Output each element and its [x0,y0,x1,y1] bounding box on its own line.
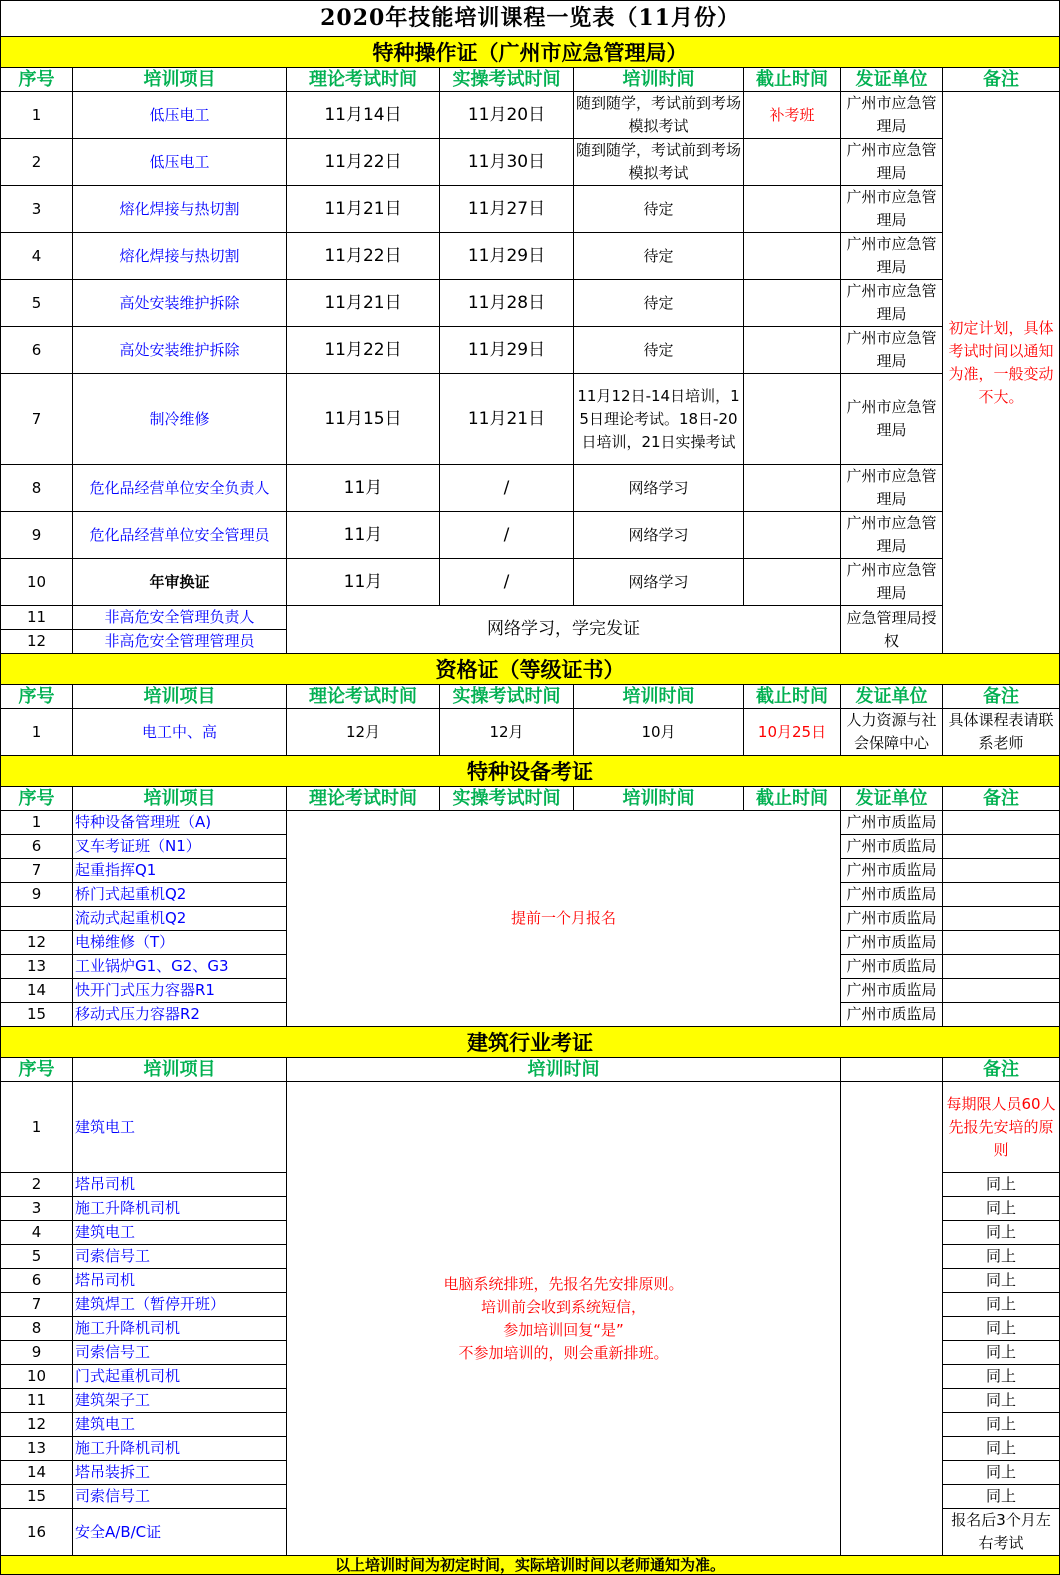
note-cell [943,907,1060,931]
note-cell: 同上 [943,1341,1060,1365]
practice-cell: 11月29日 [440,327,574,374]
item-cell: 低压电工 [73,92,287,139]
issuer-cell: 广州市应急管理局 [841,512,943,559]
theory-cell: 11月22日 [287,327,440,374]
issuer-cell: 广州市应急管理局 [841,139,943,186]
item-cell: 工业锅炉G1、G2、G3 [73,955,287,979]
theory-cell: 11月15日 [287,374,440,465]
note-cell: 同上 [943,1245,1060,1269]
item-cell: 低压电工 [73,139,287,186]
column-header-seq: 序号 [1,1058,73,1082]
item-cell: 非高危安全管理管理员 [73,630,287,654]
train-cell: 网络学习 [574,465,744,512]
register-note: 提前一个月报名 [287,811,841,1027]
note-cell: 同上 [943,1461,1060,1485]
note-cell [943,859,1060,883]
table-row [1,654,1060,685]
practice-cell: 11月27日 [440,186,574,233]
note-cell: 同上 [943,1269,1060,1293]
issuer-cell: 广州市质监局 [841,859,943,883]
note-cell: 同上 [943,1197,1060,1221]
seq-cell: 8 [1,465,73,512]
item-cell: 制冷维修 [73,374,287,465]
column-header-practice: 实操考试时间 [440,787,574,811]
column-header-deadline: 截止时间 [744,685,841,709]
column-header-seq: 序号 [1,68,73,92]
scheduling-note-line: 参加培训回复“是” [503,1320,624,1339]
item-cell: 特种设备管理班（A) [73,811,287,835]
issuer-cell: 广州市应急管理局 [841,233,943,280]
table-row [1,1027,1060,1058]
practice-cell: 11月30日 [440,139,574,186]
item-cell: 快开门式压力容器R1 [73,979,287,1003]
note-cell: 同上 [943,1221,1060,1245]
column-header-theory: 理论考试时间 [287,68,440,92]
scheduling-note-line: 不参加培训的，则会重新排班。 [458,1343,669,1362]
table-row [1,756,1060,787]
issuer-cell: 广州市质监局 [841,835,943,859]
column-header-deadline: 截止时间 [744,787,841,811]
seq-cell: 6 [1,327,73,374]
column-header-train: 培训时间 [574,685,744,709]
seq-cell: 4 [1,233,73,280]
issuer-cell: 广州市应急管理局 [841,92,943,139]
issuer-cell: 广州市应急管理局 [841,465,943,512]
issuer-cell: 应急管理局授权 [841,606,943,654]
train-cell: 网络学习 [574,512,744,559]
issuer-cell: 广州市质监局 [841,811,943,835]
issuer-cell: 广州市应急管理局 [841,280,943,327]
seq-cell: 1 [1,92,73,139]
note-cell [943,931,1060,955]
note-line: 每期限人员60人 [946,1094,1056,1113]
seq-cell: 9 [1,883,73,907]
seq-cell: 5 [1,280,73,327]
theory-cell: 11月21日 [287,280,440,327]
seq-cell: 14 [1,1461,73,1485]
practice-cell: 11月20日 [440,92,574,139]
table-row [1,327,1060,374]
item-cell: 门式起重机司机 [73,1365,287,1389]
item-cell: 叉车考证班（N1） [73,835,287,859]
page-title: 2020年技能培训课程一览表（11月份） [1,1,1060,37]
practice-cell: 11月21日 [440,374,574,465]
column-header-issuer: 发证单位 [841,685,943,709]
issuer-cell [841,1082,943,1556]
train-cell: 网络学习 [574,559,744,606]
seq-cell: 2 [1,1173,73,1197]
train-cell: 随到随学，考试前到考场模拟考试 [574,92,744,139]
column-header-train: 培训时间 [287,1058,841,1082]
note-cell [943,835,1060,859]
theory-cell: 11月 [287,512,440,559]
note-cell [943,955,1060,979]
table-row [1,606,1060,630]
seq-cell: 7 [1,374,73,465]
theory-cell: 11月22日 [287,139,440,186]
train-cell: 待定 [574,327,744,374]
train-cell: 10月 [574,709,744,756]
issuer-cell: 广州市应急管理局 [841,374,943,465]
seq-cell: 7 [1,1293,73,1317]
column-header-train: 培训时间 [574,787,744,811]
item-cell: 司索信号工 [73,1485,287,1509]
practice-cell: / [440,465,574,512]
section-title-special-equipment: 特种设备考证 [1,756,1060,787]
seq-cell: 15 [1,1003,73,1027]
item-cell: 高处安装维护拆除 [73,280,287,327]
item-cell: 施工升降机司机 [73,1317,287,1341]
item-cell: 塔吊司机 [73,1173,287,1197]
issuer-cell: 广州市应急管理局 [841,186,943,233]
table-row [1,465,1060,512]
item-cell: 司索信号工 [73,1341,287,1365]
note-cell [943,1082,1060,1173]
item-cell: 建筑电工 [73,1082,287,1173]
seq-cell: 5 [1,1245,73,1269]
deadline-cell [744,512,841,559]
scheduling-note [287,1082,841,1556]
column-header-note: 备注 [943,68,1060,92]
deadline-cell [744,374,841,465]
issuer-cell: 广州市质监局 [841,883,943,907]
table-row [1,374,1060,465]
note-cell: 同上 [943,1173,1060,1197]
online-study-cell: 网络学习，学完发证 [287,606,841,654]
practice-cell: / [440,559,574,606]
seq-cell: 12 [1,931,73,955]
column-header-issuer: 发证单位 [841,787,943,811]
train-cell: 11月12日-14日培训，15日理论考试。18日-20日培训，21日实操考试 [574,374,744,465]
section-title-special-operation: 特种操作证（广州市应急管理局） [1,37,1060,68]
column-header-seq: 序号 [1,685,73,709]
column-header-seq: 序号 [1,787,73,811]
column-header-deadline: 截止时间 [744,68,841,92]
footer-note: 以上培训时间为初定时间，实际培训时间以老师通知为准。 [1,1556,1060,1575]
header-row [1,787,1060,811]
column-header-theory: 理论考试时间 [287,685,440,709]
seq-cell: 4 [1,1221,73,1245]
item-cell: 司索信号工 [73,1245,287,1269]
table-row [1,280,1060,327]
note-cell: 同上 [943,1413,1060,1437]
seq-cell: 11 [1,1389,73,1413]
column-header-practice: 实操考试时间 [440,68,574,92]
issuer-cell: 人力资源与社会保障中心 [841,709,943,756]
column-header-item: 培训项目 [73,1058,287,1082]
item-cell: 塔吊司机 [73,1269,287,1293]
item-cell: 建筑焊工（暂停开班） [73,1293,287,1317]
header-row [1,68,1060,92]
note-cell [943,811,1060,835]
item-cell: 电工中、高 [73,709,287,756]
table-row [1,37,1060,68]
train-cell: 随到随学，考试前到考场模拟考试 [574,139,744,186]
deadline-cell [744,465,841,512]
note-cell: 具体课程表请联系老师 [943,709,1060,756]
column-header-issuer: 发证单位 [841,68,943,92]
theory-cell: 11月14日 [287,92,440,139]
seq-cell: 1 [1,709,73,756]
table-row [1,233,1060,280]
note-cell [943,1003,1060,1027]
theory-cell: 11月22日 [287,233,440,280]
deadline-cell: 10月25日 [744,709,841,756]
item-cell: 危化品经营单位安全管理员 [73,512,287,559]
theory-cell: 12月 [287,709,440,756]
header-row [1,1058,1060,1082]
table-row [1,139,1060,186]
seq-cell: 9 [1,1341,73,1365]
item-cell: 安全A/B/C证 [73,1509,287,1556]
table-row [1,1556,1060,1575]
practice-cell: 11月28日 [440,280,574,327]
seq-cell: 1 [1,811,73,835]
seq-cell: 6 [1,835,73,859]
seq-cell: 3 [1,186,73,233]
seq-cell: 15 [1,1485,73,1509]
seq-cell: 1 [1,1082,73,1173]
seq-cell [1,907,73,931]
item-cell: 熔化焊接与热切割 [73,233,287,280]
item-cell: 建筑电工 [73,1221,287,1245]
note-cell [943,979,1060,1003]
seq-cell: 12 [1,630,73,654]
section-title-qualification: 资格证（等级证书） [1,654,1060,685]
column-header-issuer [841,1058,943,1082]
practice-cell: 12月 [440,709,574,756]
item-cell: 熔化焊接与热切割 [73,186,287,233]
issuer-cell: 广州市应急管理局 [841,327,943,374]
table-row [1,512,1060,559]
column-header-item: 培训项目 [73,68,287,92]
item-cell: 高处安装维护拆除 [73,327,287,374]
seq-cell: 13 [1,1437,73,1461]
item-cell: 非高危安全管理负责人 [73,606,287,630]
note-cell: 同上 [943,1389,1060,1413]
section-note: 初定计划，具体考试时间以通知为准，一般变动不大。 [943,92,1060,654]
table-row [1,1082,1060,1173]
deadline-cell [744,186,841,233]
column-header-note: 备注 [943,685,1060,709]
table-row [1,559,1060,606]
seq-cell: 2 [1,139,73,186]
deadline-cell [744,280,841,327]
deadline-cell [744,139,841,186]
issuer-cell: 广州市质监局 [841,1003,943,1027]
item-cell: 起重指挥Q1 [73,859,287,883]
item-cell: 建筑架子工 [73,1389,287,1413]
note-cell [943,883,1060,907]
item-cell: 桥门式起重机Q2 [73,883,287,907]
column-header-item: 培训项目 [73,787,287,811]
issuer-cell: 广州市应急管理局 [841,559,943,606]
seq-cell: 11 [1,606,73,630]
item-cell: 施工升降机司机 [73,1197,287,1221]
column-header-practice: 实操考试时间 [440,685,574,709]
train-cell: 待定 [574,280,744,327]
section-title-construction: 建筑行业考证 [1,1027,1060,1058]
scheduling-note-line: 培训前会收到系统短信， [480,1297,646,1316]
theory-cell: 11月 [287,559,440,606]
deadline-cell [744,559,841,606]
table-row [1,92,1060,139]
item-cell: 塔吊装拆工 [73,1461,287,1485]
issuer-cell: 广州市质监局 [841,931,943,955]
seq-cell: 8 [1,1317,73,1341]
item-cell: 施工升降机司机 [73,1437,287,1461]
item-cell: 建筑电工 [73,1413,287,1437]
seq-cell: 9 [1,512,73,559]
item-cell: 移动式压力容器R2 [73,1003,287,1027]
table-row [1,709,1060,756]
practice-cell: / [440,512,574,559]
column-header-train: 培训时间 [574,68,744,92]
train-cell: 待定 [574,233,744,280]
seq-cell: 7 [1,859,73,883]
scheduling-note-line: 电脑系统排班，先报名先安排原则。 [443,1274,684,1293]
note-line: 先报先安培的原则 [948,1117,1054,1159]
seq-cell: 16 [1,1509,73,1556]
seq-cell: 3 [1,1197,73,1221]
note-cell: 同上 [943,1317,1060,1341]
seq-cell: 6 [1,1269,73,1293]
note-cell: 同上 [943,1437,1060,1461]
column-header-note: 备注 [943,1058,1060,1082]
column-header-item: 培训项目 [73,685,287,709]
note-cell: 同上 [943,1485,1060,1509]
item-cell: 年审换证 [73,559,287,606]
deadline-cell [744,327,841,374]
note-cell: 同上 [943,1293,1060,1317]
theory-cell: 11月21日 [287,186,440,233]
seq-cell: 10 [1,1365,73,1389]
table-row [1,186,1060,233]
header-row [1,685,1060,709]
seq-cell: 10 [1,559,73,606]
seq-cell: 14 [1,979,73,1003]
seq-cell: 13 [1,955,73,979]
note-cell: 报名后3个月左右考试 [943,1509,1060,1556]
deadline-cell: 补考班 [744,92,841,139]
issuer-cell: 广州市质监局 [841,979,943,1003]
issuer-cell: 广州市质监局 [841,907,943,931]
note-cell: 同上 [943,1365,1060,1389]
table-row [1,811,1060,835]
practice-cell: 11月29日 [440,233,574,280]
train-cell: 待定 [574,186,744,233]
column-header-theory: 理论考试时间 [287,787,440,811]
deadline-cell [744,233,841,280]
column-header-note: 备注 [943,787,1060,811]
item-cell: 流动式起重机Q2 [73,907,287,931]
issuer-cell: 广州市质监局 [841,955,943,979]
seq-cell: 12 [1,1413,73,1437]
item-cell: 电梯维修（T） [73,931,287,955]
theory-cell: 11月 [287,465,440,512]
item-cell: 危化品经营单位安全负责人 [73,465,287,512]
